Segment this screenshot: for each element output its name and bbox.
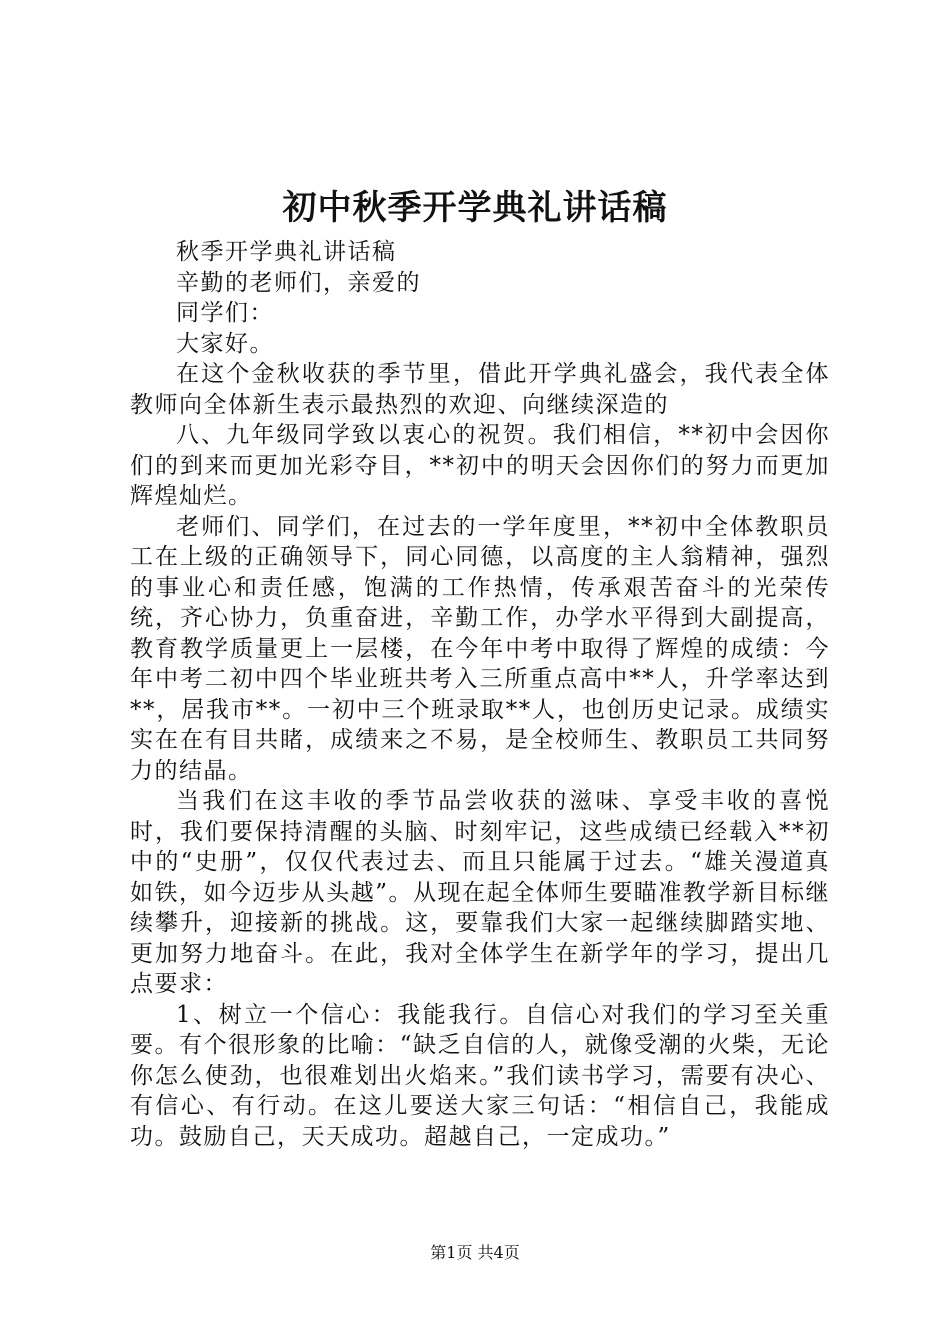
paragraph: 在这个金秋收获的季节里，借此开学典礼盛会，我代表全体教师向全体新生表示最热烈的欢迎、向继续深造的 bbox=[130, 361, 830, 418]
page-number-footer: 第1页 共4页 bbox=[430, 1243, 520, 1262]
paragraph: 大家好。 bbox=[176, 330, 274, 357]
paragraph: 辛勤的老师们，亲爱的 bbox=[176, 269, 421, 296]
paragraph: 八、九年级同学致以衷心的祝贺。我们相信，**初中会因你们的到来而更加光彩夺目，**初中的明天会因你们的努力而更加辉煌灿烂。 bbox=[130, 422, 830, 509]
paragraph: 1、树立一个信心：我能我行。自信心对我们的学习至关重要。有个很形象的比喻：“缺乏自信的人，就像受潮的火柴，无论你怎么使劲，也很难划出火焰来。”我们读书学习，需要有决心、有信心、有行动。在这儿要送大家三句话：“相信自己，我能成功。鼓励自己，天天成功。超越自己，一定成功。” bbox=[130, 1001, 830, 1150]
paragraph: 当我们在这丰收的季节品尝收获的滋味、享受丰收的喜悦时，我们要保持清醒的头脑、时刻牢记，这些成绩已经载入**初中的“史册”，仅仅代表过去、而且只能属于过去。“雄关漫道真如铁，如今迈步从头越”。从现在起全体师生要瞄准教学新目标继续攀升，迎接新的挑战。这，要靠我们大家一起继续脚踏实地、更加努力地奋斗。在此，我对全体学生在新学年的学习，提出几点要求： bbox=[130, 788, 830, 997]
document-body bbox=[130, 237, 830, 1152]
paragraph: 同学们： bbox=[176, 300, 274, 326]
document-title: 初中秋季开学典礼讲话稿 bbox=[282, 188, 668, 228]
paragraph: 秋季开学典礼讲话稿 bbox=[176, 239, 397, 265]
paragraph: 老师们、同学们，在过去的一学年度里，**初中全体教职员工在上级的正确领导下，同心同德，以高度的主人翁精神，强烈的事业心和责任感，饱满的工作热情，传承艰苦奋斗的光荣传统，齐心协力，负重奋进，辛勤工作，办学水平得到大副提高，教育教学质量更上一层楼，在今年中考中取得了辉煌的成绩：今年中考二初中四个毕业班共考入三所重点高中**人，升学率达到**，居我市**。一初中三个班录取**人，也创历史记录。成绩实实在在有目共睹，成绩来之不易，是全校师生、教职员工共同努力的结晶。 bbox=[130, 513, 830, 784]
